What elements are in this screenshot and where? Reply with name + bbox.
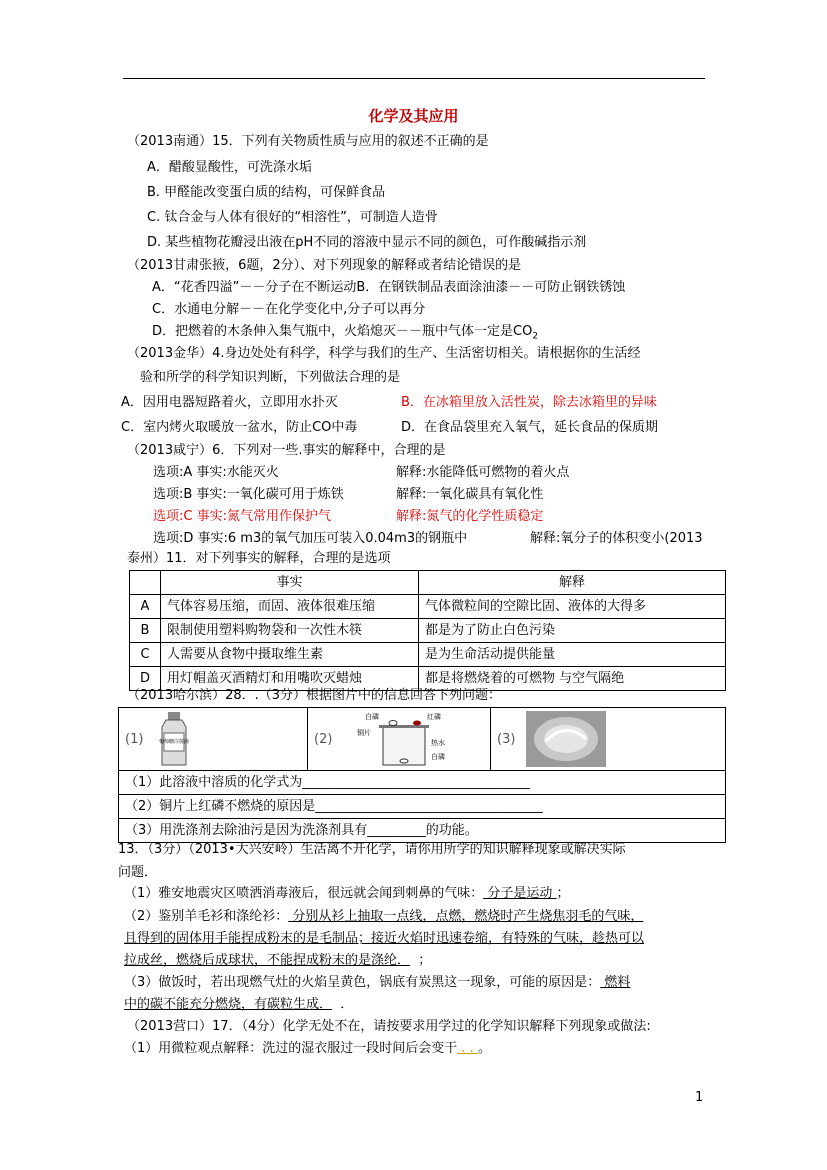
q3-option-c: C．室内烤火取暖放一盆水，防止CO中毒 [121, 420, 358, 435]
q4-a-fact: 选项:A 事实:水能灭火 [153, 465, 279, 480]
q1-stem: （2013南通）15．下列有关物质性质与应用的叙述不正确的是 [127, 134, 489, 149]
table-cell: 人需要从食物中摄取维生素 [161, 643, 419, 667]
q1-option-b: B. 甲醛能改变蛋白质的结构，可保鲜食品 [147, 185, 386, 200]
q4-b-fact: 选项:B 事实:一氧化碳可用于炼铁 [153, 487, 344, 502]
table-header-cell [130, 571, 161, 595]
bottle-label: 葡萄糖注射液 [158, 739, 189, 745]
table-cell: C [130, 643, 161, 667]
answer-cell-1: （1）此溶液中溶质的化学式为___________________________________ [119, 771, 726, 795]
q5-stem-taizhou: 泰州）11．对下列事实的解释，合理的是选项 [127, 551, 391, 566]
image-row [119, 708, 726, 771]
q7-sub3-cont: 中的碳不能充分燃烧，有碳粒生成． ． [124, 997, 354, 1012]
q6-stem: （2013哈尔滨）28．.（3分）根据图片中的信息回答下列问题： [127, 688, 502, 703]
answer-cell-3: （3）用洗涤剂去除油污是因为洗涤剂具有_________的功能。 [119, 819, 726, 843]
q1-option-d: D. 某些植物花瓣浸出液在pH不同的溶液中显示不同的颜色，可作酸碱指示剂 [147, 235, 587, 250]
q4-d-fact: 选项:D 事实:6 m3的氧气加压可装入0.04m3的钢瓶中 [153, 531, 468, 546]
image-number: (3) [497, 731, 516, 747]
image-cell-3 [491, 708, 726, 771]
q7-stem-line2: 问题． [118, 865, 158, 880]
diagram-label: 红磷 [426, 713, 441, 721]
phosphorus-experiment-diagram [343, 711, 463, 767]
q7-sub1: （1）雅安地震灾区喷洒消毒液后，很远就会闻到刺鼻的气味： 分子是运动 ； [124, 886, 570, 901]
diagram-label: 白磷 [364, 713, 379, 721]
q8-stem: （2013营口）17．（4分）化学无处不在，请按要求用学过的化学知识解释下列现象或做法: [127, 1019, 651, 1034]
q3-stem-line2: 验和所学的科学知识判断，下列做法合理的是 [140, 370, 401, 385]
q1-option-c: C. 钛合金与人体有很好的“相溶性”，可制造人造骨 [147, 210, 438, 225]
q2-stem: （2013甘肃张掖，6题，2分）、对下列现象的解释或者结论错误的是 [127, 258, 522, 273]
table-cell: D [130, 667, 161, 691]
answer-underline: . . [457, 1041, 478, 1056]
q4-d-reason: 解释:氧分子的体积变小(2013 [530, 531, 703, 546]
answer-row [119, 795, 726, 819]
image-number: (1) [125, 731, 144, 747]
answer-underline: 燃料 [600, 975, 631, 990]
table-cell: A [130, 595, 161, 619]
answer-row [119, 819, 726, 843]
table-header-cell: 解释 [419, 571, 726, 595]
diagram-label: 热水 [430, 739, 445, 747]
q8-sub1: （1）用微粒观点解释：洗过的湿衣服过一段时间后会变干 . . 。 [124, 1041, 491, 1056]
header-rule [123, 78, 705, 79]
answer-cell-2: （2）铜片上红磷不燃烧的原因是___________________________________ [119, 795, 726, 819]
q4-b-reason: 解释:一氧化碳具有氧化性 [396, 487, 544, 502]
page-number: 1 [695, 1090, 704, 1105]
q2-option-ab: A．“花香四溢”－－分子在不断运动B．在钢铁制品表面涂油漆－－可防止钢铁锈蚀 [152, 280, 626, 295]
image-cell-1 [119, 708, 308, 771]
table-cell: 都是将燃烧着的可燃物 与空气隔绝 [419, 667, 726, 691]
detergent-photo [526, 711, 606, 767]
q2-option-d: D．把燃着的木条伸入集气瓶中，火焰熄灭－－瓶中气体一定是$CO_2$ [152, 324, 539, 342]
table-cell: 限制使用塑料购物袋和一次性木筷 [161, 619, 419, 643]
q3-option-a: A．因用电器短路着火，立即用水扑灭 [121, 395, 338, 410]
diagram-label: 铜片 [356, 729, 371, 737]
answer-underline: 分别从衫上抽取一点线，点燃，燃烧时产生烧焦羽毛的气味， [288, 909, 644, 924]
facts-table [129, 570, 726, 691]
image-number: (2) [314, 731, 333, 747]
q7-sub2-cont1: 且得到的固体用手能捏成粉末的是毛制品；接近火焰时迅速卷缩，有特殊的气味，趁热可以 [124, 931, 645, 946]
table-row [130, 595, 726, 619]
image-cell-2 [308, 708, 491, 771]
answer-row [119, 771, 726, 795]
q2-option-c: C．水通电分解－－在化学变化中,分子可以再分 [152, 302, 426, 317]
image-question-table [118, 707, 726, 843]
table-row [130, 667, 726, 691]
q4-a-reason: 解释:水能降低可燃物的着火点 [396, 465, 570, 480]
table-cell: 用灯帽盖灭酒精灯和用嘴吹灭蜡烛 [161, 667, 419, 691]
page-title: 化学及其应用 [368, 107, 459, 125]
table-cell: 气体容易压缩，而固、液体很难压缩 [161, 595, 419, 619]
q7-sub2-cont2: 拉成丝，燃烧后成球状，不能捏成粉末的是涤纶． ； [124, 953, 432, 968]
table-cell: 都是为了防止白色污染 [419, 619, 726, 643]
table-header-row [130, 571, 726, 595]
q1-option-a: A．醋酸显酸性，可洗涤水垢 [147, 160, 312, 175]
q7-stem-line1: 13．（3分）（2013•大兴安岭）生活离不开化学，请你用所学的知识解释现象或解决实际 [118, 842, 626, 857]
diagram-label: 白磷 [430, 753, 445, 761]
q3-option-b: B．在冰箱里放入活性炭，除去冰箱里的异味 [401, 395, 657, 410]
q3-stem-line1: （2013金华）4.身边处处有科学，科学与我们的生产、生活密切相关。请根据你的生活经 [127, 346, 641, 361]
table-cell: 气体微粒间的空隙比固、液体的大得多 [419, 595, 726, 619]
q4-stem: （2013咸宁）6．下列对一些.事实的解释中，合理的是 [127, 443, 446, 458]
q3-option-d: D．在食品袋里充入氧气，延长食品的保质期 [401, 420, 659, 435]
table-row [130, 619, 726, 643]
q4-c-reason: 解释:氮气的化学性质稳定 [396, 509, 544, 524]
table-cell: 是为生命活动提供能量 [419, 643, 726, 667]
q4-c-fact: 选项:C 事实:氮气常用作保护气 [153, 509, 331, 524]
table-cell: B [130, 619, 161, 643]
table-header-cell: 事实 [161, 571, 419, 595]
answer-underline: 分子是运动 [483, 886, 557, 901]
glucose-bottle-icon [154, 711, 194, 767]
q7-sub2: （2）鉴别羊毛衫和涤纶衫： 分别从衫上抽取一点线，点燃，燃烧时产生烧焦羽毛的气味， [124, 909, 644, 924]
q7-sub3: （3）做饭时，若出现燃气灶的火焰呈黄色，锅底有炭黑这一现象，可能的原因是： 燃料 [124, 975, 631, 990]
table-row [130, 643, 726, 667]
